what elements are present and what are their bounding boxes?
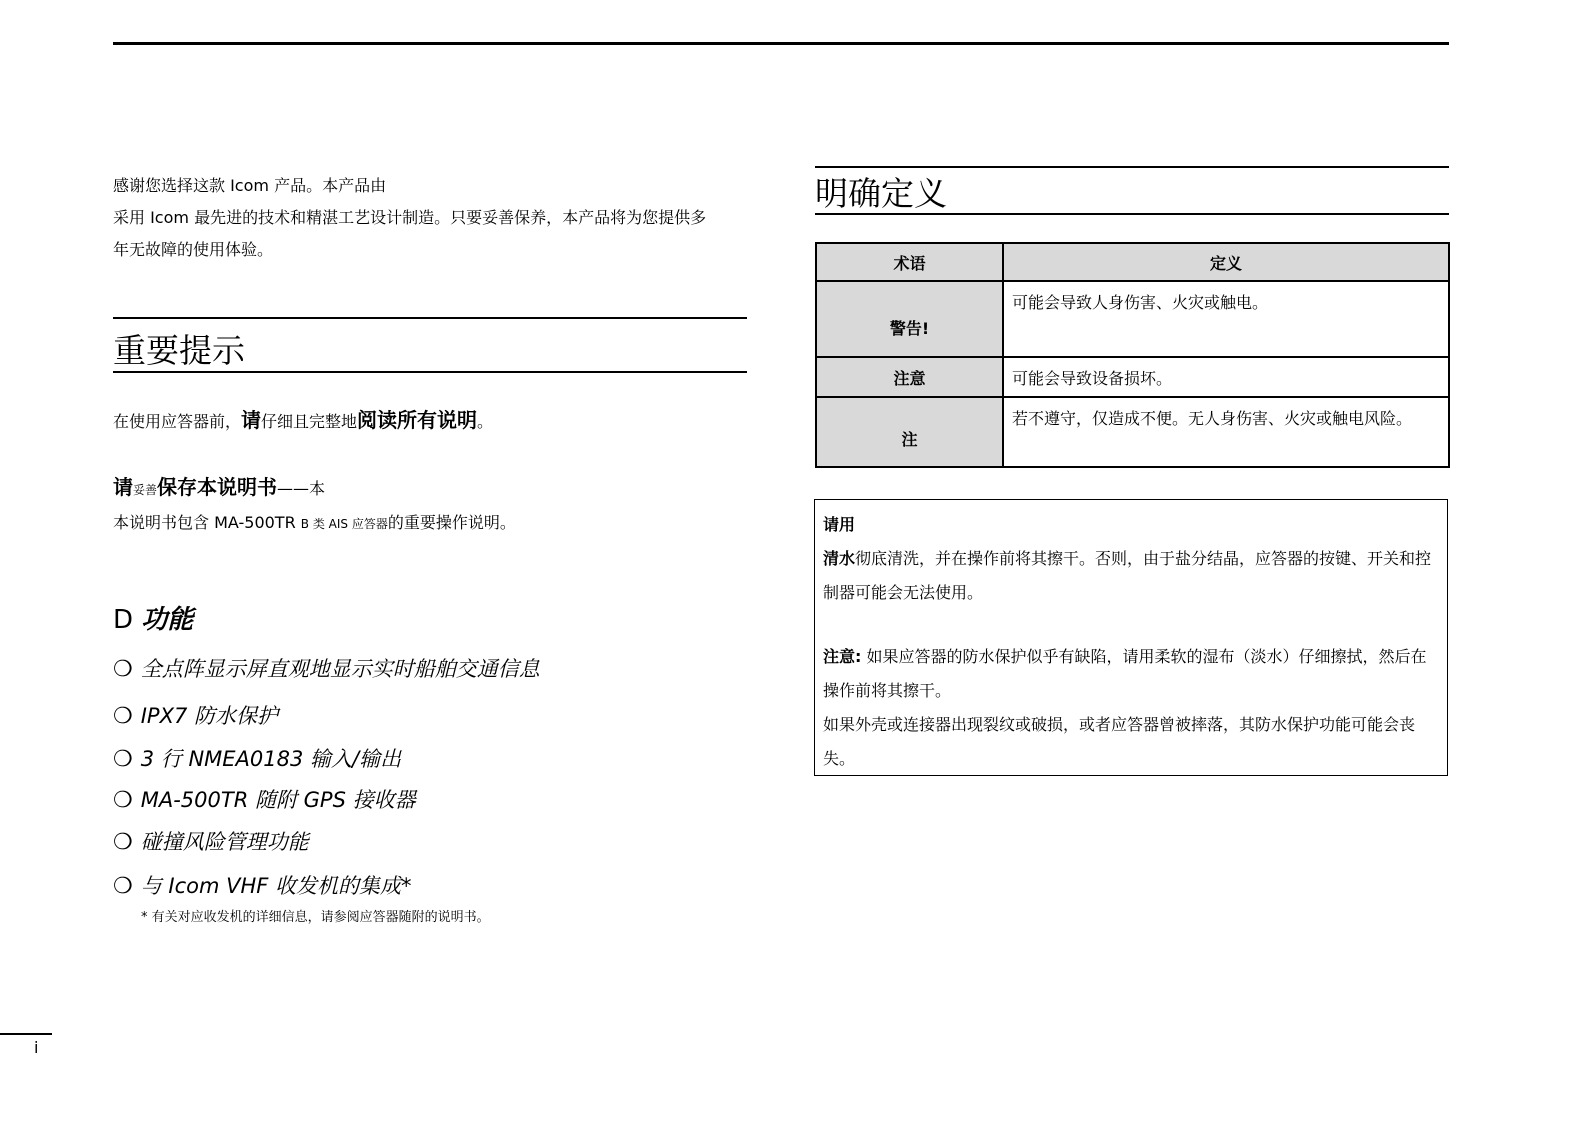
definition-text: 可能会导致人身伤害、火灾或触电。 [1003,281,1449,357]
care-paragraph-damage: 如果外壳或连接器出现裂纹或破损，或者应答器曾被摔落，其防水保护功能可能会丧失。 [823,715,1416,768]
feature-item: ❍ 碰撞风险管理功能 [113,830,309,855]
manual-contents-line: 本说明书包含 MA-500TR B 类 AIS 应答器的重要操作说明。 [113,513,516,532]
care-notice-box [814,499,1448,776]
definition-text: 若不遵守，仅造成不便。无人身伤害、火灾或触电风险。 [1003,397,1449,467]
feature-item: ❍ 3 行 NMEA0183 输入/输出 [113,747,402,772]
term-warning: 警告! [816,281,1003,357]
circle-bullet-icon: ❍ [113,830,133,855]
definitions-table [815,242,1450,468]
header-definition: 定义 [1003,243,1449,281]
circle-bullet-icon: ❍ [113,657,133,682]
intro-line: 采用 Icom 最先进的技术和精湛工艺设计制造。只要妥善保养，本产品将为您提供多 [113,208,707,227]
feature-item: ❍ 与 Icom VHF 收发机的集成* [113,874,412,899]
features-footnote: * 有关对应收发机的详细信息，请参阅应答器随附的说明书。 [141,910,490,925]
important-title: 重要提示 [113,331,245,370]
intro-paragraph [113,170,753,266]
top-rule [113,42,1449,45]
header-term: 术语 [816,243,1003,281]
care-paragraph-rinse: 清水彻底清洗，并在操作前将其擦干。否则，由于盐分结晶，应答器的按键、开关和控制器可能会无法使用。 [823,549,1432,602]
circle-bullet-icon: ❍ [113,704,133,729]
intro-line: 感谢您选择这款 Icom 产品。本产品由 [113,176,387,195]
table-row [816,397,1449,467]
circle-bullet-icon: ❍ [113,747,133,772]
circle-bullet-icon: ❍ [113,788,133,813]
page-number: i [34,1038,39,1057]
care-heading: 请用 [823,515,856,534]
definitions-rule-top [815,166,1449,168]
important-rule-top [113,317,747,319]
page-number-rule [0,1033,52,1035]
read-instructions-line: 在使用应答器前，请仔细且完整地阅读所有说明。 [113,408,494,432]
circle-bullet-icon: ❍ [113,874,133,899]
feature-item: ❍ 全点阵显示屏直观地显示实时船舶交通信息 [113,657,540,682]
term-note: 注 [816,397,1003,467]
care-paragraph-caution: 注意: 如果应答器的防水保护似乎有缺陷，请用柔软的湿布（淡水）仔细擦拭，然后在操作前将其擦干。 [823,647,1427,700]
features-heading: D 功能 [113,605,194,635]
definitions-rule-bottom [815,213,1449,215]
term-caution: 注意 [816,357,1003,397]
definitions-title: 明确定义 [815,174,947,213]
feature-item: ❍ MA-500TR 随附 GPS 接收器 [113,788,416,813]
keep-manual-line: 请妥善保存本说明书——本 [113,475,326,499]
table-row [816,281,1449,357]
feature-item: ❍ IPX7 防水保护 [113,704,279,729]
intro-line: 年无故障的使用体验。 [113,240,274,259]
table-row [816,357,1449,397]
definition-text: 可能会导致设备损坏。 [1003,357,1449,397]
important-rule-bottom [113,371,747,373]
table-header-row [816,243,1449,281]
